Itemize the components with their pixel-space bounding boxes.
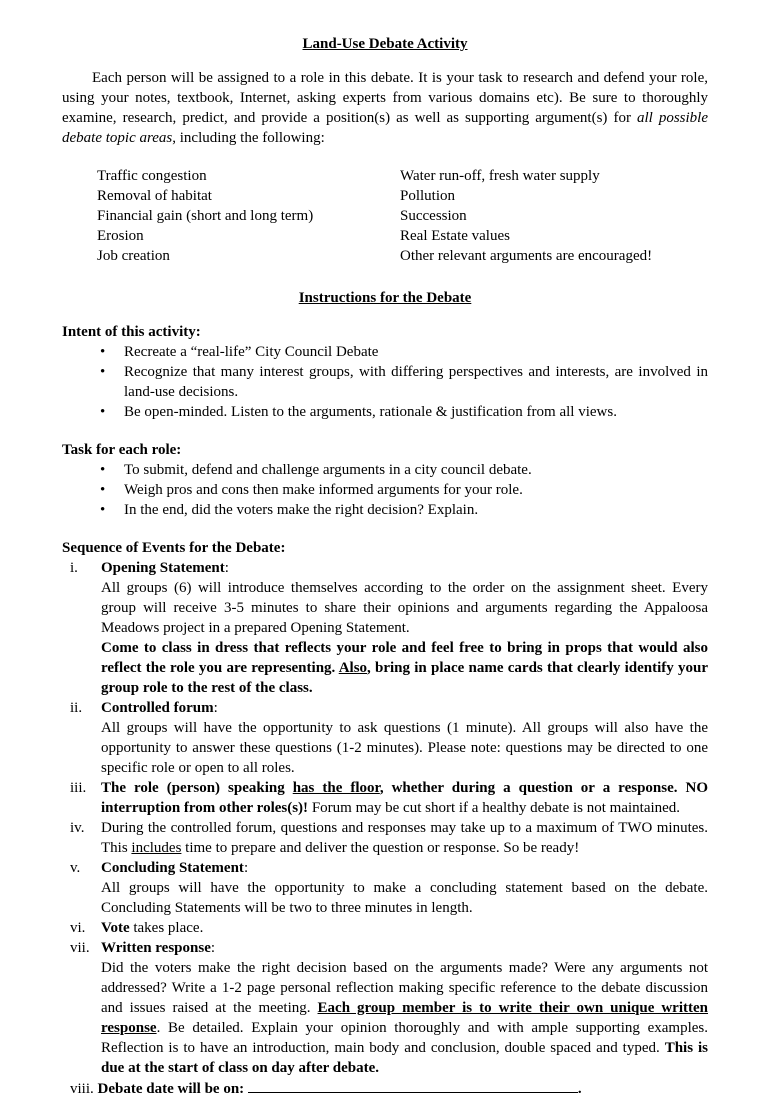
item-text: , whether during a question or a response. NO interruption from other roles(s)! bbox=[101, 780, 708, 816]
item-text: time to prepare and deliver the question or response. So be ready! bbox=[181, 840, 580, 856]
item-text: Forum may be cut short if a healthy debate is not maintained. bbox=[308, 800, 681, 816]
item-number: v. bbox=[70, 860, 81, 876]
topic-item: Job creation bbox=[97, 248, 170, 264]
due-note: This is due at the start of class on day after debate. bbox=[101, 1040, 709, 1076]
topic-item: Pollution bbox=[400, 188, 456, 204]
topic-column-left bbox=[97, 166, 400, 266]
period: . bbox=[577, 1081, 582, 1097]
item-title: Controlled forum bbox=[101, 700, 214, 716]
item-title: Written response bbox=[101, 940, 211, 956]
item-body: Did the voters make the right decision based on the arguments made? Were any arguments not addressed? Write a 1-2 page personal reflection making specific reference to the debate discussion and issues raised at the meeting. bbox=[101, 960, 708, 1016]
item-number: iv. bbox=[70, 820, 85, 836]
date-label: Debate date will be on: bbox=[97, 1081, 245, 1097]
intent-item: • Be open-minded. Listen to the arguments, rationale & justification from all views. bbox=[100, 402, 708, 422]
sequence-item-floor bbox=[62, 778, 708, 818]
sequence-item-date bbox=[62, 1078, 708, 1099]
task-item: • To submit, defend and challenge arguments in a city council debate. bbox=[100, 460, 708, 480]
topic-item: Erosion bbox=[97, 228, 144, 244]
task-heading: Task for each role: bbox=[62, 442, 182, 458]
topic-item: Other relevant arguments are encouraged! bbox=[400, 248, 653, 264]
sequence-item-vote bbox=[62, 918, 708, 938]
topic-item: Removal of habitat bbox=[97, 188, 212, 204]
task-item: • In the end, did the voters make the right decision? Explain. bbox=[100, 500, 708, 520]
sequence-heading: Sequence of Events for the Debate: bbox=[62, 540, 286, 556]
sequence-item-written bbox=[62, 938, 708, 1078]
intent-heading: Intent of this activity: bbox=[62, 324, 201, 340]
sequence-item-forum bbox=[62, 698, 708, 778]
item-text-underlined: includes bbox=[131, 840, 182, 856]
item-title: Opening Statement bbox=[101, 560, 225, 576]
dress-note-also: Also bbox=[338, 660, 368, 676]
item-text: The role (person) speaking bbox=[101, 780, 293, 796]
topic-item: Traffic congestion bbox=[97, 168, 207, 184]
item-body: All groups (6) will introduce themselves according to the order on the assignment sheet. Every group will receive 3-5 minutes to share their opinions and arguments regarding the Appaloosa Meadows project in a prepared Opening Statement. bbox=[101, 580, 708, 636]
colon: : bbox=[213, 700, 218, 716]
sequence-item-concluding bbox=[62, 858, 708, 918]
item-text: takes place. bbox=[129, 920, 204, 936]
item-title: Vote bbox=[101, 920, 130, 936]
document-title: Land-Use Debate Activity bbox=[302, 36, 468, 52]
sequence-list bbox=[62, 558, 708, 1099]
topic-item: Water run-off, fresh water supply bbox=[400, 168, 600, 184]
topic-item: Real Estate values bbox=[400, 228, 510, 244]
sequence-item-time bbox=[62, 818, 708, 858]
item-title: Concluding Statement bbox=[101, 860, 244, 876]
item-body: All groups will have the opportunity to make a concluding statement based on the debate. Concluding Statements will be two to three minutes in length. bbox=[101, 880, 708, 916]
intent-list bbox=[62, 342, 708, 422]
item-number: ii. bbox=[70, 700, 83, 716]
item-number: i. bbox=[70, 560, 78, 576]
topic-column-right bbox=[400, 166, 703, 266]
task-list bbox=[62, 460, 708, 520]
topic-item: Succession bbox=[400, 208, 467, 224]
item-text-underlined: has the floor bbox=[292, 780, 380, 796]
item-number: vii. bbox=[70, 940, 90, 956]
intent-item: • Recognize that many interest groups, with differing perspectives and interests, are involved in land-use decisions. bbox=[100, 362, 708, 402]
colon: : bbox=[210, 940, 216, 956]
topic-item: Financial gain (short and long term) bbox=[97, 208, 314, 224]
date-blank-field[interactable] bbox=[248, 1078, 578, 1093]
topic-list bbox=[97, 166, 708, 266]
sequence-item-opening bbox=[62, 558, 708, 698]
item-number: vi. bbox=[70, 920, 86, 936]
intro-emphasis: all possible debate topic areas bbox=[62, 110, 708, 146]
colon: : bbox=[243, 860, 249, 876]
intro-text-end: , including the following: bbox=[172, 130, 325, 146]
task-item: • Weigh pros and cons then make informed arguments for your role. bbox=[100, 480, 708, 500]
item-body: All groups will have the opportunity to ask questions (1 minute). All groups will also have the opportunity to answer these questions (1-2 minutes). Please note: questions may be directed to one specific role or open to all roles. bbox=[101, 720, 708, 776]
item-text: During the controlled forum, questions and responses may take up to a maximum of TWO minutes. This bbox=[101, 820, 708, 856]
intro-text: Each person will be assigned to a role in this debate. It is your task to research and defend your role, using your notes, textbook, Internet, asking experts from various domains etc). Be sure to thoroughly examine, research, predict, and provide a position(s) as well as supporting argument(s) for bbox=[62, 70, 708, 126]
item-number: viii. bbox=[70, 1081, 94, 1097]
instructions-heading: Instructions for the Debate bbox=[298, 290, 472, 306]
colon: : bbox=[224, 560, 229, 576]
item-number: iii. bbox=[70, 780, 87, 796]
intent-item: • Recreate a “real-life” City Council Debate bbox=[100, 342, 708, 362]
dress-note: Come to class in dress that reflects your role and feel free to bring in props that would also reflect the role you are representing. bbox=[101, 640, 708, 676]
dress-note-end: , bring in place name cards that clearly identify your group role to the rest of the class. bbox=[101, 660, 708, 696]
item-text: . Be detailed. Explain your opinion thoroughly and with ample supporting examples. Reflection is to have an introduction, main body and conclusion, double spaced and typed. bbox=[101, 1020, 708, 1056]
intro-paragraph bbox=[62, 68, 708, 148]
item-text-underlined: Each group member is to write their own unique written response bbox=[101, 1000, 709, 1036]
